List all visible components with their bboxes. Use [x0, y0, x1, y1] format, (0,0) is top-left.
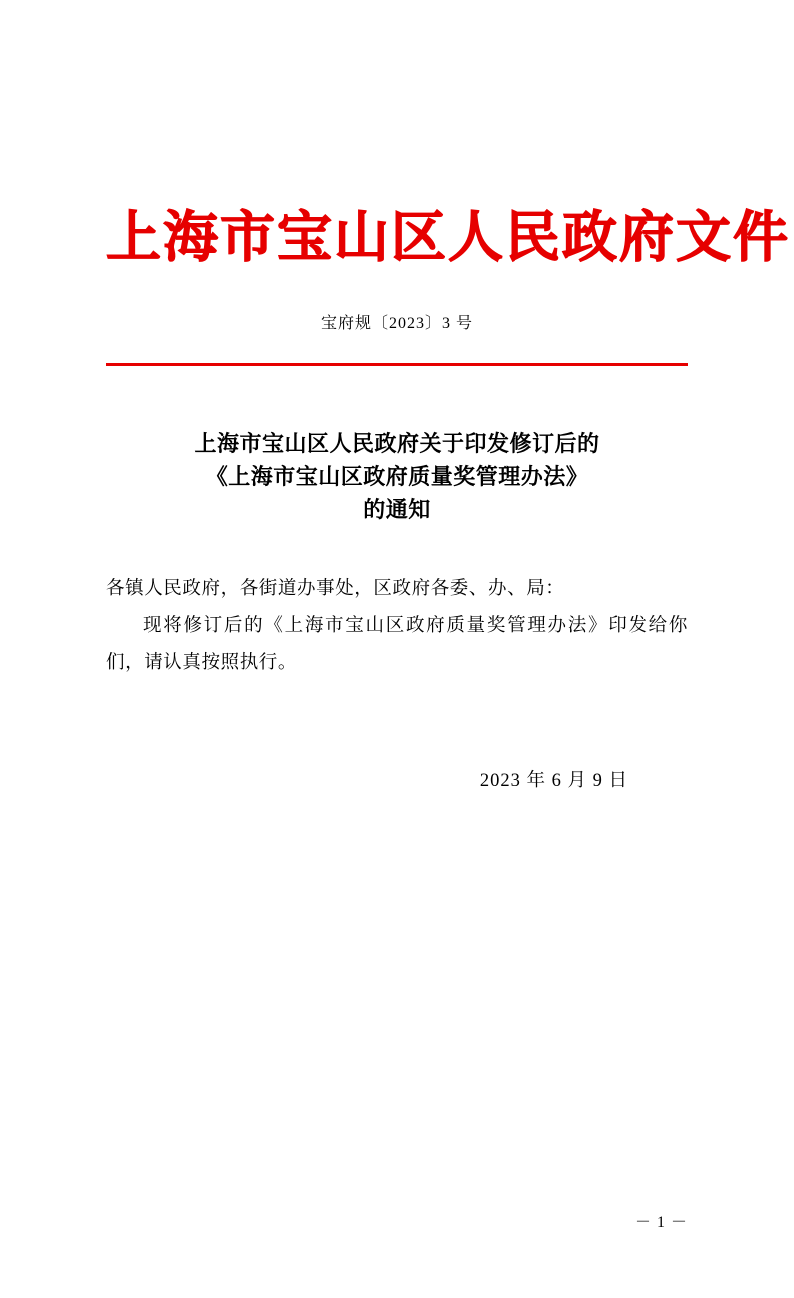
page-number: － 1 － [634, 1214, 688, 1231]
document-title-line-2: 《上海市宝山区政府质量奖管理办法》 [205, 464, 589, 491]
document-title-line-1: 上海市宝山区人民政府关于印发修订后的 [194, 431, 600, 458]
document-title-line-3: 的通知 [363, 497, 431, 524]
document-body [106, 571, 688, 682]
red-divider-rule [106, 363, 688, 366]
document-salutation: 各镇人民政府，各街道办事处，区政府各委、办、局： [106, 579, 565, 600]
document-title [106, 428, 688, 527]
document-number: 宝府规〔2023〕3 号 [320, 315, 473, 333]
document-page [0, 205, 794, 1298]
document-date: 2023 年 6 月 9 日 [479, 771, 628, 792]
document-masthead-title: 上海市宝山区人民政府文件 [106, 204, 791, 269]
document-paragraph-1: 现将修订后的《上海市宝山区政府质量奖管理办法》印发给你们，请认真按照执行。 [106, 616, 688, 674]
